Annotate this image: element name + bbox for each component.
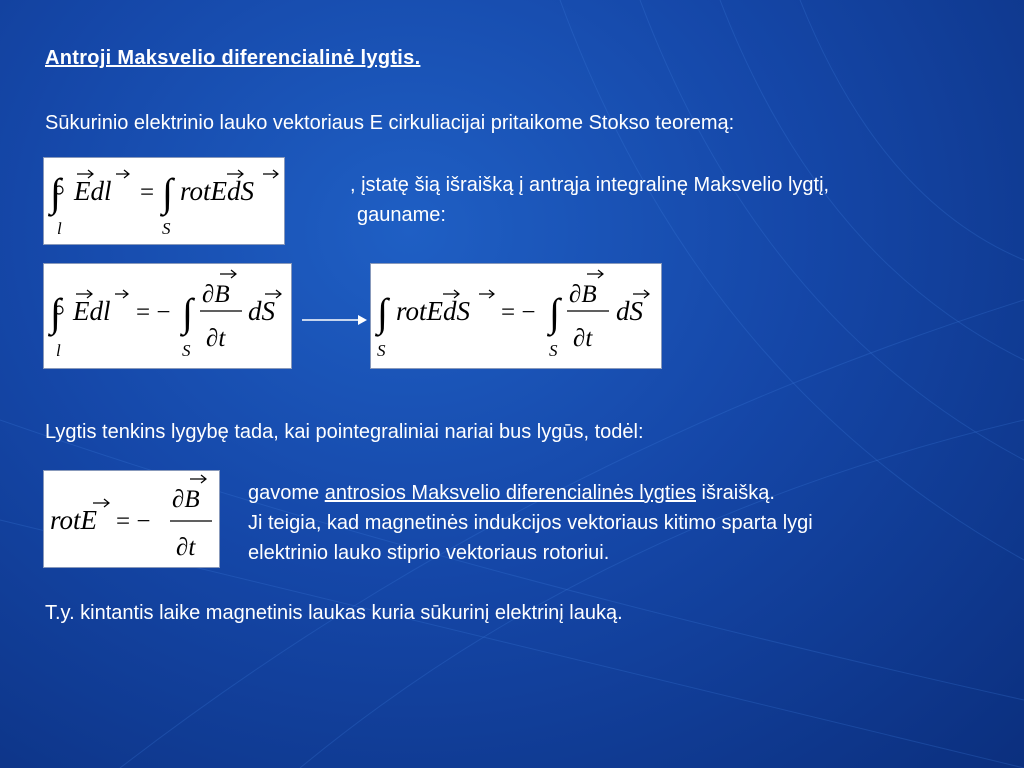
substituted-num: ∂B — [569, 281, 597, 308]
svg-text:∫: ∫ — [549, 290, 560, 335]
slide-title: Antroji Maksvelio diferencialinė lygtis. — [45, 47, 421, 69]
integral-den: ∂t — [206, 325, 226, 352]
substituted-den: ∂t — [573, 325, 593, 352]
svg-text:∫: ∫ — [50, 290, 61, 335]
substituted-eq: = − — [501, 299, 536, 326]
svg-text:∫: ∫ — [182, 290, 193, 335]
differential-den: ∂t — [176, 534, 196, 561]
differential-num: ∂B — [172, 486, 200, 513]
stokes-equation — [43, 157, 285, 245]
stokes-lower-l: l — [57, 219, 62, 238]
substituted-equation — [370, 263, 662, 369]
substituted-lower-s-2: S — [549, 341, 558, 360]
intro-text: Sūkurinio elektrinio lauko vektoriaus E cirkuliacijai pritaikome Stokso teoremą: — [45, 112, 735, 134]
explain-line1: Ji teigia, kad magnetinės indukcijos vektoriaus kitimo sparta lygi — [248, 512, 813, 534]
substituted-lower-s-1: S — [377, 341, 386, 360]
stokes-eq: = — [140, 179, 155, 206]
svg-text:∫: ∫ — [377, 290, 388, 335]
conclusion-text: T.y. kintantis laike magnetinis laukas kuria sūkurinį elektrinį lauką. — [45, 602, 623, 624]
substituted-lhs: rotEdS — [396, 296, 470, 326]
svg-text:∫: ∫ — [50, 170, 61, 215]
integral-eq: = − — [136, 299, 171, 326]
stokes-rhs: rotEdS — [180, 176, 254, 206]
stokes-lhs: Edl — [74, 176, 112, 206]
integral-lower-l: l — [56, 341, 61, 360]
condition-text: Lygtis tenkins lygybę tada, kai pointegraliniai nariai bus lygūs, todėl: — [45, 421, 644, 443]
integral-lower-s: S — [182, 341, 191, 360]
integral-tail: dS — [248, 296, 275, 326]
insert-text-line1: , įstatę šią išraišką į antrąja integralinę Maksvelio lygtį, — [350, 174, 830, 196]
insert-text-line2: gauname: — [357, 204, 446, 226]
differential-lhs: rotE — [50, 505, 97, 535]
substituted-tail: dS — [616, 296, 643, 326]
svg-text:∫: ∫ — [162, 170, 173, 215]
differential-equation — [43, 470, 220, 568]
explain-line2: elektrinio lauko stiprio vektoriaus rotoriui. — [248, 542, 610, 564]
integral-num: ∂B — [202, 281, 230, 308]
differential-eq: = − — [116, 508, 151, 535]
arrow-right-icon — [300, 310, 370, 330]
result-line — [248, 478, 775, 508]
stokes-lower-s: S — [162, 219, 171, 238]
result-prefix: gavome — [248, 482, 325, 504]
integral-lhs: Edl — [73, 296, 111, 326]
result-link[interactable]: antrosios Maksvelio diferencialinės lygties — [324, 482, 696, 504]
result-suffix: išraišką. — [696, 482, 775, 504]
integral-form-equation — [43, 263, 292, 369]
